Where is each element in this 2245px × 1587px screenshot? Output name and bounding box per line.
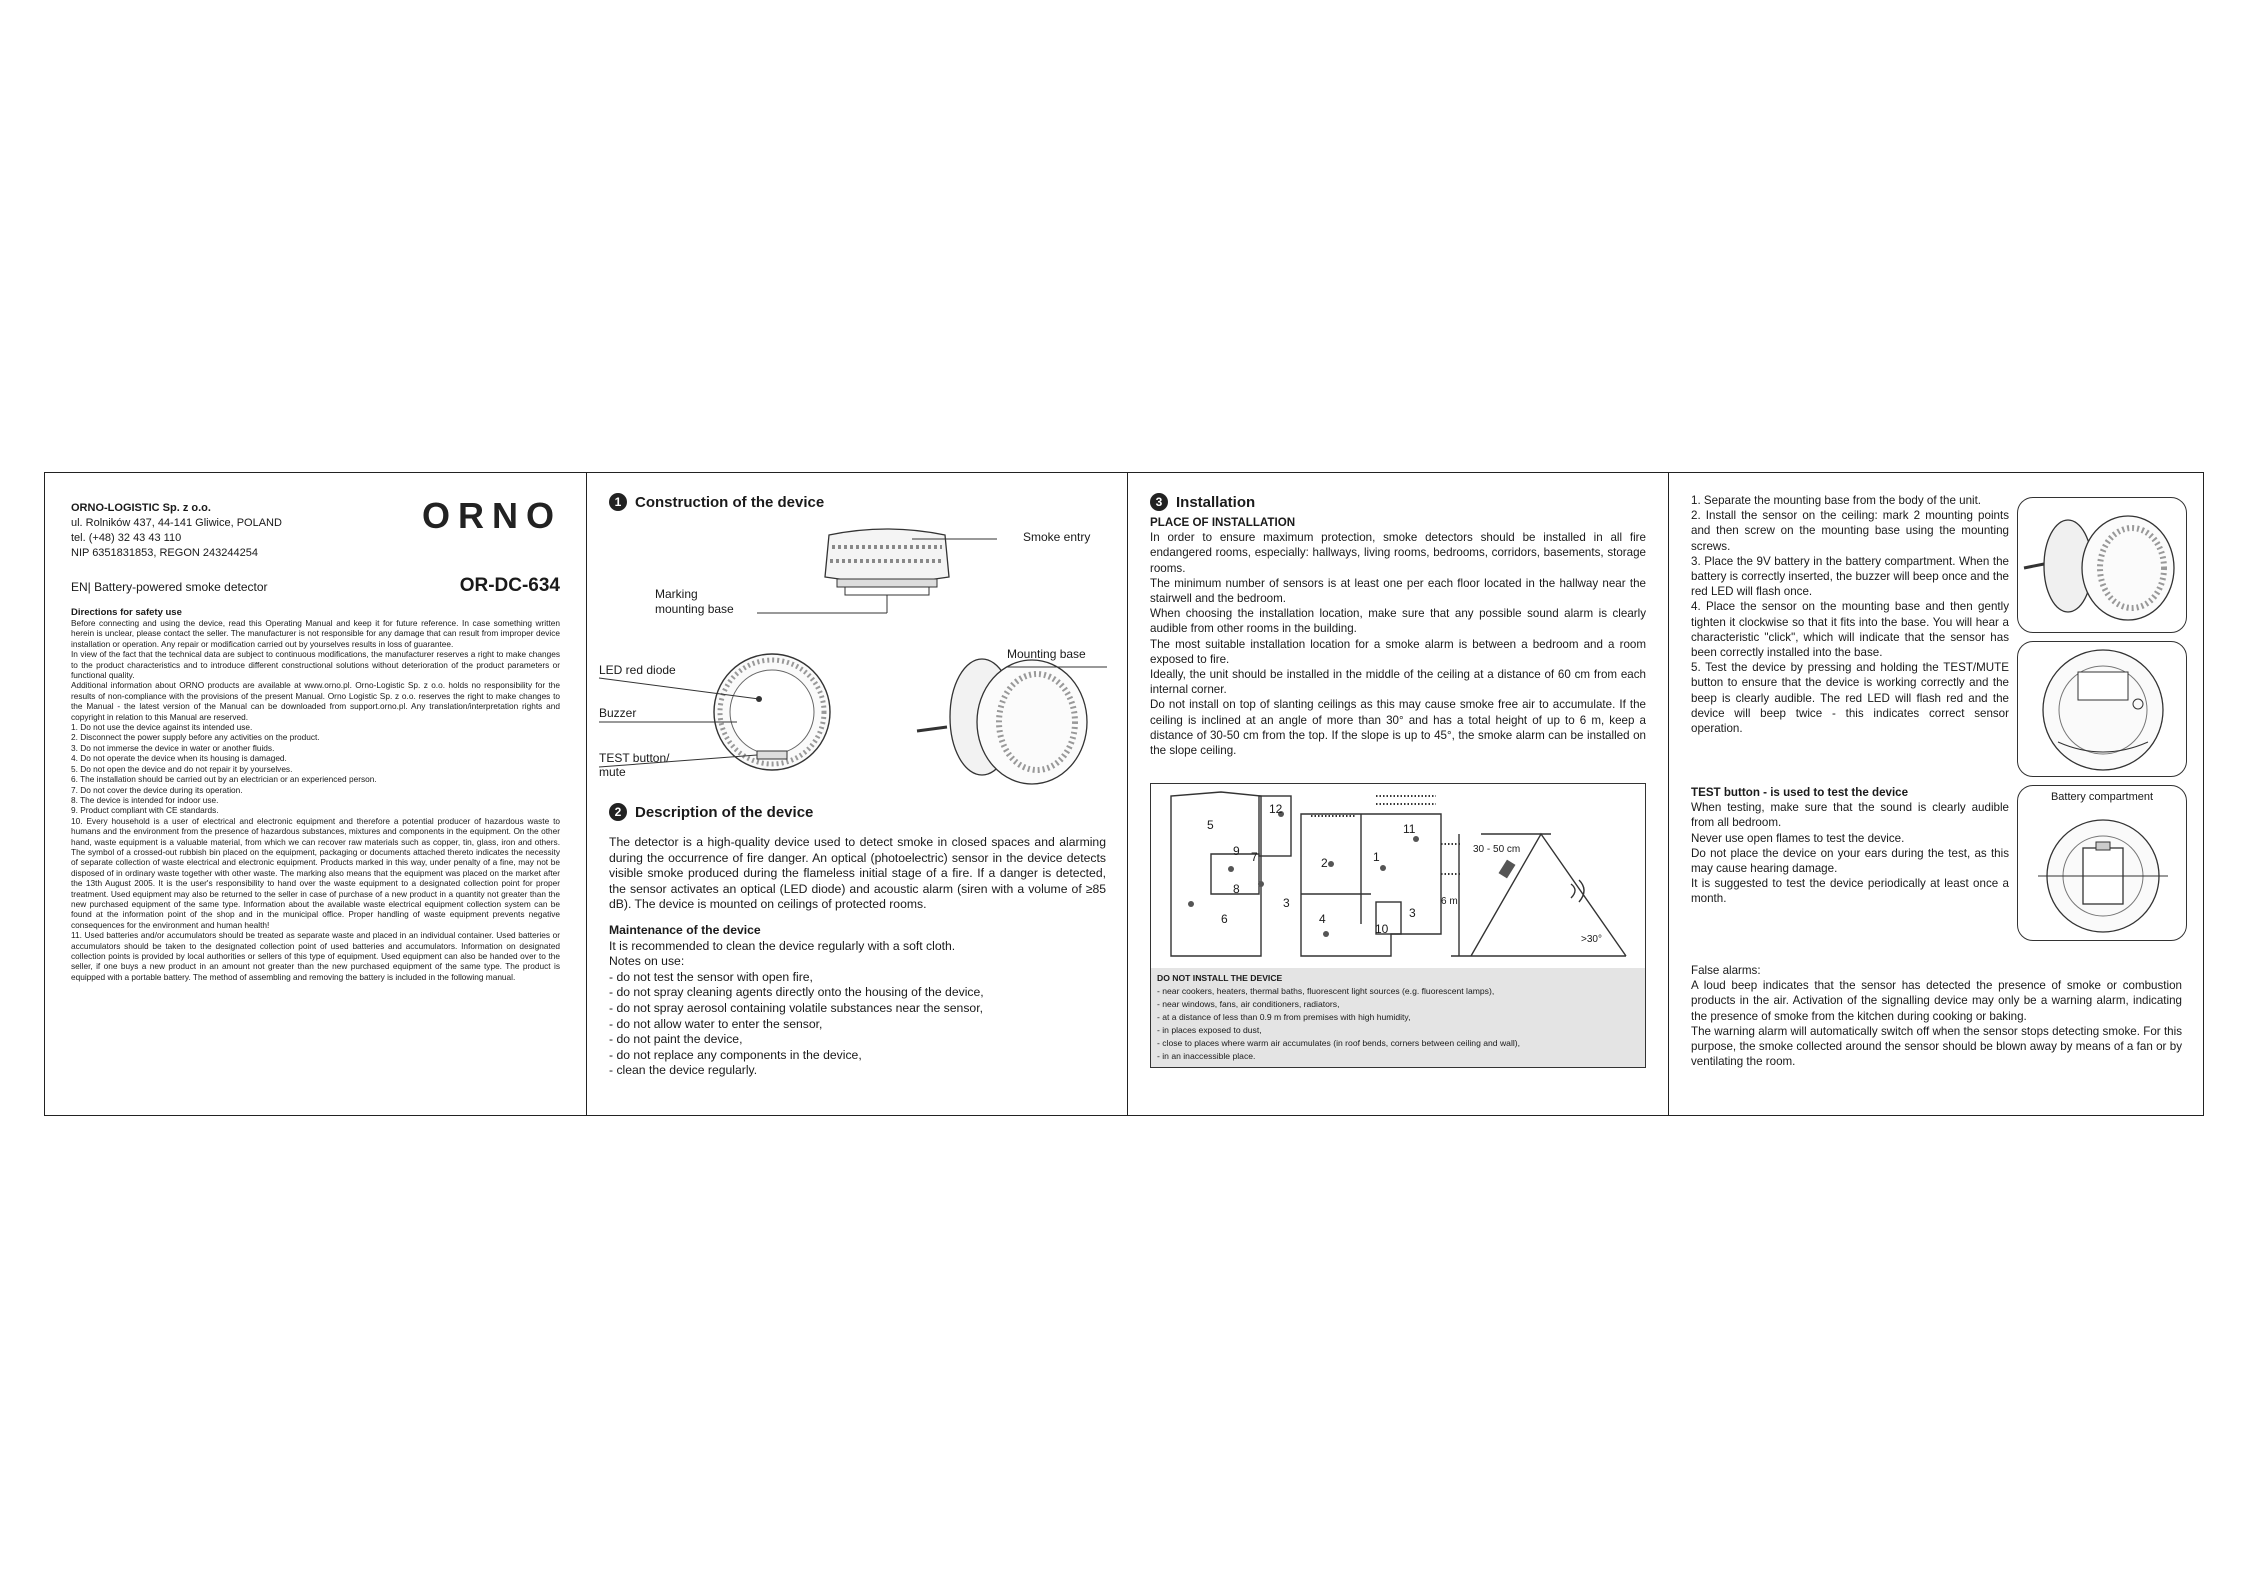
test-line: When testing, make sure that the sound is clearly audible from all bedroom. <box>1691 801 2009 830</box>
section-construction-heading <box>609 493 1105 511</box>
mounting-step: 1. Separate the mounting base from the body of the unit. <box>1691 494 1982 507</box>
section-installation-heading <box>1150 493 1646 511</box>
room-label: 5 <box>1207 818 1214 832</box>
maintenance-line: - do not spray cleaning agents directly onto the housing of the device, <box>609 985 984 1000</box>
section-title: Construction of the device <box>635 493 825 511</box>
room-label: 12 <box>1269 802 1283 816</box>
distance-label: 30 - 50 cm <box>1473 844 1521 855</box>
do-not-install-item: - near windows, fans, air conditioners, radiators, <box>1157 999 1340 1009</box>
maintenance-list <box>609 939 1106 1079</box>
maintenance-line: It is recommended to clean the device regularly with a soft cloth. <box>609 938 956 953</box>
safety-rule: 8. The device is intended for indoor use. <box>71 794 219 805</box>
manual-sheet <box>44 472 2204 1116</box>
mounting-step: 2. Install the sensor on the ceiling: mark 2 mounting points and then screw on the mounting base using the mounting screws. <box>1691 509 2009 553</box>
section-number-icon: 3 <box>1150 493 1168 511</box>
room-label: 2 <box>1321 856 1328 870</box>
mounting-base-icon <box>2018 498 2187 633</box>
safety-rule: 5. Do not open the device and do not repair it by yourselves. <box>71 763 293 774</box>
section-title: Description of the device <box>635 803 814 821</box>
house-plan-illustration <box>1151 784 1645 968</box>
battery-compartment-label: Battery compartment <box>2050 791 2154 803</box>
installation-paragraph: Ideally, the unit should be installed in the middle of the ceiling at a distance of 60 cm from each internal corner. <box>1150 668 1646 697</box>
do-not-install-heading: DO NOT INSTALL THE DEVICE <box>1157 973 1283 983</box>
figure-mounting-base <box>2017 497 2187 633</box>
false-alarms-paragraph: A loud beep indicates that the sensor has detected the presence of smoke or combustion products in the air. Activation of the signalling device may only be a warning alarm, indicating the presence of smoke from the kitchen during cooking or baking. <box>1691 979 2182 1023</box>
panel-mounting-test <box>1668 473 2203 1115</box>
label-smoke-entry: Smoke entry <box>1023 530 1091 544</box>
do-not-install-box <box>1151 968 1645 1067</box>
battery-insert-icon <box>2018 642 2187 777</box>
mounting-base-view-icon <box>917 659 1087 784</box>
angle-label: >30° <box>1581 934 1602 945</box>
room-label: 11 <box>1403 822 1416 836</box>
room-label: 8 <box>1233 882 1240 896</box>
mounting-step: 4. Place the sensor on the mounting base and then gently tighten it clockwise so that it fits into the base. You will hear a characteristic "click", which will indicate that the sensor has been correctly installed into the base. <box>1691 600 2009 660</box>
do-not-install-item: - near cookers, heaters, thermal baths, fluorescent light sources (e.g. fluorescent lamps), <box>1157 986 1495 996</box>
safety-paragraph: In view of the fact that the technical data are subject to continuous modifications, the manufacturer reserves a right to make changes to the product characteristics and to introduce different constructional solutions without deterioration of the product parameters or functional quality. <box>71 649 560 681</box>
mounting-step: 3. Place the 9V battery in the battery compartment. When the battery is correctly inserted, the buzzer will beep once and the red LED will flash once. <box>1691 554 2009 599</box>
installation-paragraph: The minimum number of sensors is at least one per each floor located in the hallway near the stairwell and the bedroom. <box>1150 576 1646 606</box>
safety-rule: 7. Do not cover the device during its operation. <box>71 784 243 795</box>
product-line <box>71 575 560 597</box>
test-line: It is suggested to test the device periodically at least once a month. <box>1691 877 2009 906</box>
weee-paragraph: 10. Every household is a user of electrical and electronic equipment and therefore a potential producer of hazardous waste to humans and the environment from the presence of hazardous substances, mixtures and components in the equipment. On the other hand, waste equipment is a valuable material, from which we can recover raw materials such as copper, tin, glass, iron and others. The symbol of a crossed-out rubbish bin placed on the equipment, packaging or documents attached thereto indicates the necessity of separate collection of waste electrical and electronic equipment. Products marked in this way, under penalty of a fine, may not be disposed of in ordinary waste together with other waste. The marking also means that the equipment was placed on the market after the 13th August 2005. It is the user's responsibility to hand over the waste equipment to a designated collection point for proper treatment. Used equipment may also be returned to the seller in case of purchase of a new product in a quantity not greater than the new purchased equipment of the same type. Information about the available waste electrical equipment collection system can be found at the information point of the shop and in the municipal office. Proper handling of waste equipment prevents negative consequences for the environment and human health! <box>71 815 560 930</box>
height-label: 6 m <box>1441 896 1458 907</box>
do-not-install-item: - close to places where warm air accumulates (in roof bends, corners between ceiling and wall), <box>1157 1038 1521 1048</box>
maintenance-line: - do not allow water to enter the sensor, <box>609 1016 823 1031</box>
installation-paragraph: In order to ensure maximum protection, smoke detectors should be installed in all fire endangered rooms, especially: hallways, living rooms, bedrooms, corridors, basements, storage rooms. <box>1150 531 1646 575</box>
maintenance-line: - clean the device regularly. <box>609 1063 758 1078</box>
company-phone: tel. (+48) 32 43 43 110 <box>71 532 182 544</box>
do-not-install-item: - in places exposed to dust, <box>1157 1025 1262 1035</box>
safety-text <box>71 618 560 982</box>
section-description-heading <box>609 803 813 821</box>
panel-construction-description <box>586 473 1127 1115</box>
safety-rule: 2. Disconnect the power supply before any activities on the product. <box>71 732 320 743</box>
maintenance-line: - do not replace any components in the device, <box>609 1047 862 1062</box>
safety-heading: Directions for safety use <box>71 607 182 618</box>
label-test-button: TEST button/ mute <box>599 751 670 779</box>
maintenance-line: - do not paint the device, <box>609 1032 743 1047</box>
safety-rule: 6. The installation should be carried out by an electrician or an experienced person. <box>71 774 377 785</box>
room-label: 9 <box>1233 844 1240 858</box>
room-label: 3 <box>1283 896 1290 910</box>
detector-front-view-icon <box>714 654 830 770</box>
section-number-icon: 1 <box>609 493 627 511</box>
section-title: Installation <box>1176 493 1256 511</box>
test-section <box>1691 785 2009 907</box>
installation-diagram <box>1151 784 1645 968</box>
company-name: ORNO-LOGISTIC Sp. z o.o. <box>71 502 211 514</box>
label-marking-base: Marking mounting base <box>655 587 734 616</box>
maintenance-line: - do not spray aerosol containing volatile substances near the sensor, <box>609 1000 983 1015</box>
room-label: 3 <box>1409 906 1416 920</box>
test-line: Never use open flames to test the device. <box>1691 831 1905 845</box>
detector-side-view-icon <box>825 529 949 603</box>
safety-paragraph: Additional information about ORNO products are available at www.orno.pl. Orno-Logistic Sp. z o.o. holds no responsibility for the results of non-compliance with the provisions of the present Manual. Orno Logistic Sp. z o.o. reserves the right to make changes to the Manual - the latest version of the Manual can be downloaded from support.orno.pl. Any translation/interpretation rights and copyright in relation to this Manual are reserved. <box>71 680 560 722</box>
figure-battery-insert <box>2017 641 2187 777</box>
safety-rule: 4. Do not operate the device when its housing is damaged. <box>71 753 287 764</box>
construction-figure <box>587 517 1127 807</box>
panel-company-safety <box>45 473 586 1115</box>
room-label: 10 <box>1375 922 1389 936</box>
installation-paragraph: Do not install on top of slanting ceilings as this may cause smoke free air to accumulate. If the ceiling is inclined at an angle of more than 30° and has a total height of up to 6 m, keep a distance of 30-50 cm from the top. If the slope is up to 45°, the smoke alarm can be installed on the slope ceiling. <box>1150 698 1646 758</box>
false-alarms-heading: False alarms: <box>1691 964 1761 977</box>
maintenance-line: - do not test the sensor with open fire, <box>609 969 813 984</box>
model-number: OR-DC-634 <box>459 575 560 596</box>
label-led-red-diode: LED red diode <box>599 663 676 677</box>
safety-rule: 3. Do not immerse the device in water or another fluids. <box>71 742 275 753</box>
maintenance-line: Notes on use: <box>609 954 685 969</box>
battery-paragraph: 11. Used batteries and/or accumulators should be treated as separate waste and placed in an individual container. Used batteries or accumulators should be taken to the designated collection point of used batteries and accumulators. Information on designated collection points is provided by local authorities or sellers of this type of equipment. Used equipment can also be handed over to the seller, if one buys a new product in an amount not greater than the new purchased equipment of the same type. The product is equipped with a portable battery. The method of assembling and removing the battery is included in the following manual. <box>71 930 560 982</box>
installation-paragraph: The most suitable installation location for a smoke alarm is between a bedroom and a room exposed to fire. <box>1150 637 1646 666</box>
do-not-install-item: - in an inaccessible place. <box>1157 1051 1256 1061</box>
place-heading: PLACE OF INSTALLATION <box>1150 516 1296 529</box>
description-text: The detector is a high-quality device used to detect smoke in closed spaces and alarming during the occurrence of fire danger. An optical (photoelectric) sensor in the device detects visible smoke produced during the flameless initial stage of a fire. If a danger is detected, the sensor activates an optical (LED diode) and acoustic alarm (siren with a volume of ≥85 dB). The device is mounted on ceilings of protected rooms. <box>609 835 1106 912</box>
section-number-icon: 2 <box>609 803 627 821</box>
orno-logo: ORNO <box>422 495 562 536</box>
label-mounting-base: Mounting base <box>1007 647 1086 661</box>
safety-paragraph: Before connecting and using the device, read this Operating Manual and keep it for future reference. In case something written herein is unclear, please contact the seller. The manufacturer is not responsible for any damage that can result from improper device installation or operation. Any repair or modification carried out by yourselves results in loss of guarantee. <box>71 618 560 649</box>
test-heading: TEST button - is used to test the device <box>1691 786 1909 799</box>
label-buzzer: Buzzer <box>599 706 637 720</box>
maintenance-heading: Maintenance of the device <box>609 922 761 937</box>
figure-battery-compartment <box>2017 785 2187 941</box>
room-label: 7 <box>1251 850 1258 864</box>
room-label: 1 <box>1373 850 1380 864</box>
safety-rule: 1. Do not use the device against its intended use. <box>71 722 253 733</box>
installation-diagram-box <box>1150 783 1646 1068</box>
document-title: EN| Battery-powered smoke detector <box>71 580 268 594</box>
mounting-steps <box>1691 493 2009 736</box>
company-address: ul. Rolników 437, 44-141 Gliwice, POLAND <box>71 517 282 529</box>
room-label: 6 <box>1221 912 1228 926</box>
installation-text <box>1150 530 1646 758</box>
panel-installation <box>1127 473 1668 1115</box>
do-not-install-item: - at a distance of less than 0.9 m from premises with high humidity, <box>1157 1012 1411 1022</box>
mounting-step: 5. Test the device by pressing and holding the TEST/MUTE button to ensure that the device is working correctly and the beep is clearly audible. The red LED will flash red and the device will beep twice - this indicates correct sensor operation. <box>1691 661 2009 736</box>
test-line: Do not place the device on your ears during the test, as this may cause hearing damage. <box>1691 846 2009 876</box>
company-ids: NIP 6351831853, REGON 243244254 <box>71 547 258 559</box>
room-label: 4 <box>1319 912 1326 926</box>
safety-rule: 9. Product compliant with CE standards. <box>71 805 219 816</box>
false-alarms-section <box>1691 963 2182 1069</box>
installation-paragraph: When choosing the installation location, make sure that any possible sound alarm is clearly audible from other rooms in the building. <box>1150 607 1646 636</box>
false-alarms-paragraph: The warning alarm will automatically switch off when the sensor stops detecting smoke. For this purpose, the smoke collected around the sensor should be blown away by means of a fan or by ventilating the room. <box>1691 1024 2182 1069</box>
battery-compartment-icon <box>2018 808 2187 938</box>
